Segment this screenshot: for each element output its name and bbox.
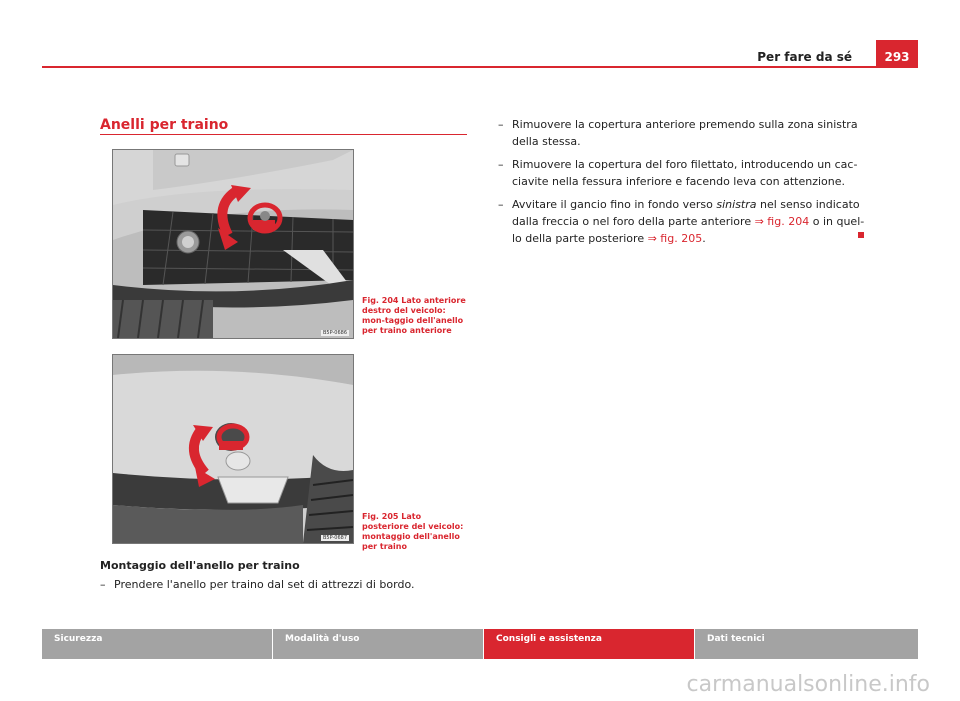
subheading: Montaggio dell'anello per traino	[100, 559, 300, 572]
text-segment: nel senso indicato	[756, 198, 860, 211]
footer-tab-modalita[interactable]	[273, 629, 483, 659]
footer-tab-label: Modalità d'uso	[285, 634, 360, 644]
dash-marker: –	[498, 198, 504, 211]
figure-204-caption-text: Lato anteriore destro del veicolo: mon-taggio dell'anello per traino anteriore	[362, 296, 466, 335]
bullet-text-line: ciavite nella fessura inferiore e facendo leva con attenzione.	[512, 175, 846, 188]
bullet-text-line	[512, 196, 860, 213]
bullet-text-line	[512, 230, 706, 247]
figure-204-link[interactable]: ⇒ fig. 204	[754, 215, 810, 228]
emphasis-text: sinistra	[716, 198, 757, 211]
figure-204-number: Fig. 204	[362, 296, 399, 305]
footer-tab-dati-tecnici[interactable]	[695, 629, 918, 659]
footer-tab-label: Sicurezza	[54, 634, 103, 644]
bullet-text: Prendere l'anello per traino dal set di attrezzi di bordo.	[114, 578, 415, 591]
text-segment: .	[702, 232, 706, 245]
text-segment: dalla freccia o nel foro della parte anteriore	[512, 215, 755, 228]
footer-tab-label: Dati tecnici	[707, 634, 765, 644]
figure-205-code: B5P-0687	[322, 535, 347, 541]
list-item	[498, 116, 868, 152]
list-item	[498, 156, 868, 192]
dash-marker: –	[498, 118, 504, 131]
list-item	[100, 576, 480, 594]
figure-205-number: Fig. 205	[362, 512, 399, 521]
footer-tab-sicurezza[interactable]	[42, 629, 272, 659]
figure-205-caption	[362, 512, 470, 552]
text-segment: o in quel-	[809, 215, 865, 228]
bullet-text-line	[512, 213, 864, 230]
rear-bumper-illustration	[113, 355, 353, 543]
end-of-section-marker	[858, 232, 864, 238]
text-segment: lo della parte posteriore	[512, 232, 648, 245]
dash-marker: –	[498, 158, 504, 171]
figure-204-image	[112, 149, 354, 339]
header-rule	[42, 66, 918, 68]
running-header-title: Per fare da sé	[757, 50, 852, 64]
bullet-text-line: Rimuovere la copertura del foro filettato, introducendo un cac-	[512, 158, 858, 171]
footer-tab-consigli[interactable]	[484, 629, 694, 659]
list-item	[498, 196, 868, 250]
bullet-text-line: della stessa.	[512, 135, 581, 148]
figure-205-link[interactable]: ⇒ fig. 205	[647, 232, 703, 245]
figure-204-caption	[362, 296, 470, 336]
figure-205-image	[112, 354, 354, 544]
figure-204-code: B5P-0686	[322, 330, 347, 336]
bullet-text-line: Rimuovere la copertura anteriore premendo sulla zona sinistra	[512, 118, 858, 131]
section-rule	[100, 134, 467, 135]
section-title: Anelli per traino	[100, 117, 229, 133]
page-number: 293	[876, 40, 918, 68]
figure-205-caption-text: Lato posteriore del veicolo: montaggio dell'anello per traino	[362, 512, 464, 551]
text-segment: Avvitare il gancio fino in fondo verso	[512, 198, 717, 211]
dash-marker: –	[100, 578, 106, 591]
footer-tab-label: Consigli e assistenza	[496, 634, 602, 644]
watermark: carmanualsonline.info	[686, 672, 930, 697]
front-bumper-illustration	[113, 150, 353, 338]
